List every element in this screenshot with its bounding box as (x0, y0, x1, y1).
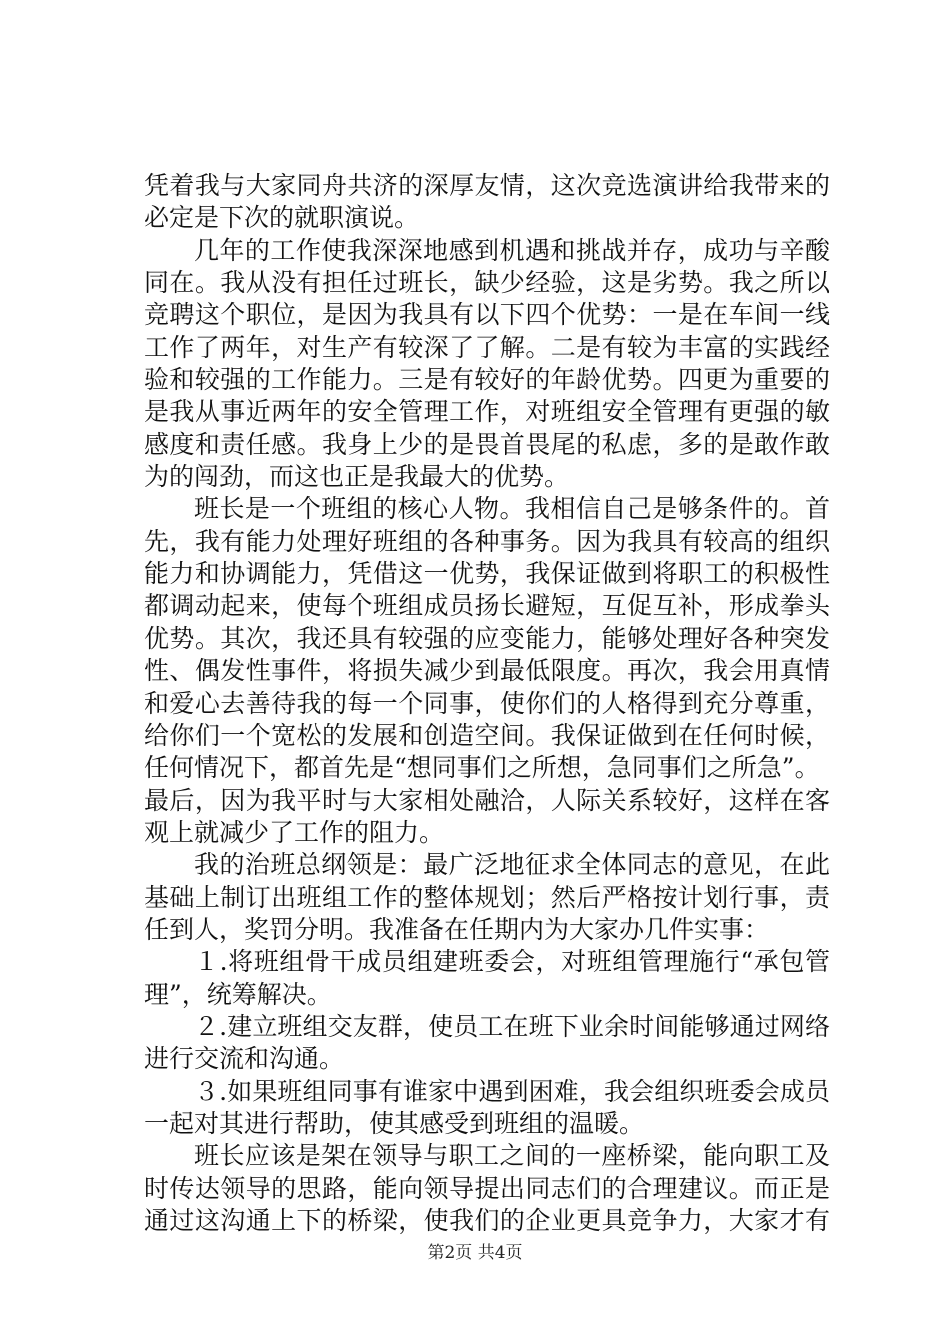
text-line: 班长是一个班组的核心人物。我相信自己是够条件的。首 (194, 494, 830, 524)
text-line: ３.如果班组同事有谁家中遇到困难，我会组织班委会成员 (194, 1076, 830, 1106)
page-number-footer: 第2页 共4页 (427, 1243, 523, 1263)
text-line: 任到人，奖罚分明。我准备在任期内为大家办几件实事： (144, 914, 770, 944)
text-line: 工作了两年，对生产有较深了了解。二是有较为丰富的实践经 (144, 332, 830, 362)
text-line: 验和较强的工作能力。三是有较好的年龄优势。四更为重要的 (144, 365, 830, 395)
text-line: 时传达领导的思路，能向领导提出同志们的合理建议。而正是 (144, 1173, 830, 1203)
text-line: 理”，统筹解决。 (144, 979, 332, 1009)
text-line: 几年的工作使我深深地感到机遇和挑战并存，成功与辛酸 (194, 235, 830, 265)
document-body (144, 170, 830, 1237)
text-line: １.将班组骨干成员组建班委会，对班组管理施行“承包管 (194, 947, 830, 977)
text-line: 和爱心去善待我的每一个同事，使你们的人格得到充分尊重， (144, 688, 830, 718)
text-line: 进行交流和沟通。 (144, 1044, 345, 1074)
text-line: 任何情况下，都首先是“想同事们之所想，急同事们之所急”。 (144, 753, 820, 783)
text-line: 能力和协调能力，凭借这一优势，我保证做到将职工的积极性 (144, 559, 830, 589)
text-line: 都调动起来，使每个班组成员扬长避短，互促互补，形成拳头 (144, 591, 830, 621)
text-line: 一起对其进行帮助，使其感受到班组的温暖。 (144, 1108, 645, 1138)
text-line: 基础上制订出班组工作的整体规划；然后严格按计划行事，责 (144, 882, 830, 912)
text-line: 先，我有能力处理好班组的各种事务。因为我具有较高的组织 (144, 526, 830, 556)
text-line: 为的闯劲，而这也正是我最大的优势。 (144, 462, 570, 492)
text-line: 优势。其次，我还具有较强的应变能力，能够处理好各种突发 (144, 623, 830, 653)
text-line: 最后，因为我平时与大家相处融洽，人际关系较好，这样在客 (144, 785, 830, 815)
text-line: 观上就减少了工作的阻力。 (144, 817, 445, 847)
text-line: 班长应该是架在领导与职工之间的一座桥梁，能向职工及 (194, 1141, 830, 1171)
text-line: 性、偶发性事件，将损失减少到最低限度。再次，我会用真情 (144, 656, 830, 686)
text-line: 是我从事近两年的安全管理工作，对班组安全管理有更强的敏 (144, 397, 830, 427)
text-line: 同在。我从没有担任过班长，缺少经验，这是劣势。我之所以 (144, 268, 830, 298)
text-line: 凭着我与大家同舟共济的深厚友情，这次竞选演讲给我带来的 (144, 171, 830, 200)
text-line: ２.建立班组交友群，使员工在班下业余时间能够通过网络 (194, 1011, 830, 1041)
text-line: 感度和责任感。我身上少的是畏首畏尾的私虑，多的是敢作敢 (144, 429, 830, 459)
text-line: 我的治班总纲领是：最广泛地征求全体同志的意见，在此 (194, 850, 830, 880)
text-line: 给你们一个宽松的发展和创造空间。我保证做到在任何时候， (144, 720, 830, 750)
text-line: 通过这沟通上下的桥梁，使我们的企业更具竞争力，大家才有 (144, 1206, 830, 1235)
text-line: 必定是下次的就职演说。 (144, 203, 420, 233)
text-line: 竞聘这个职位，是因为我具有以下四个优势：一是在车间一线 (144, 300, 830, 330)
